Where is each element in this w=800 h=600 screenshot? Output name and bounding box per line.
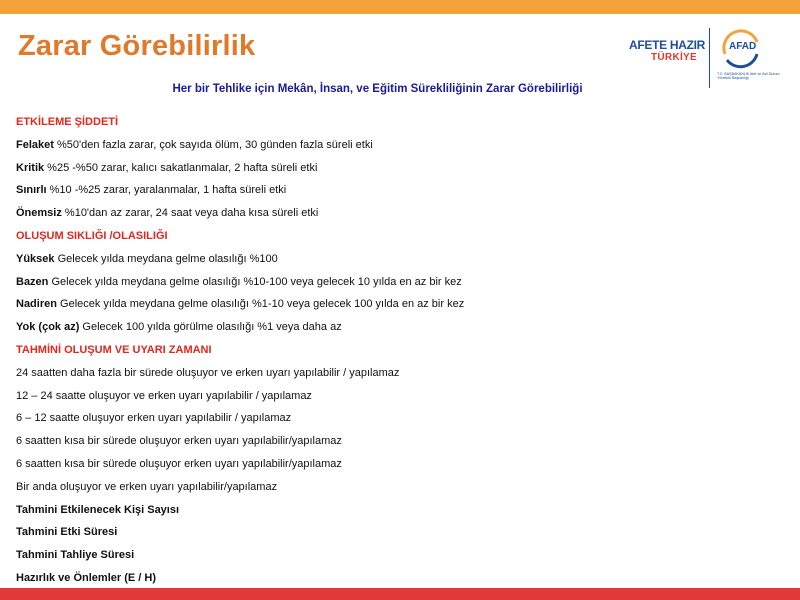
list-item: Bir anda oluşuyor ve erken uyarı yapılabilir/yapılamaz — [16, 480, 278, 493]
list-item: 6 – 12 saatte oluşuyor erken uyarı yapılabilir / yapılamaz — [16, 412, 292, 425]
list-item — [16, 294, 776, 317]
list-item — [16, 135, 776, 158]
item-label: Yok (çok az) — [16, 321, 80, 334]
top-accent-bar — [0, 0, 800, 14]
item-label: Felaket — [16, 138, 54, 151]
item-text: %10'dan az zarar, 24 saat veya daha kısa süreli etki — [61, 207, 319, 220]
list-item — [16, 180, 776, 203]
list-item — [16, 158, 776, 181]
section-heading-uyari: TAHMİNİ OLUŞUM VE UYARI ZAMANI — [16, 343, 212, 356]
logo-group — [625, 24, 785, 92]
section-heading-etkileme: ETKİLEME ŞİDDETİ — [16, 116, 119, 128]
item-label: Kritik — [16, 161, 45, 174]
item-text: Gelecek 100 yılda görülme olasılığı %1 veya daha az — [79, 321, 342, 334]
content-list — [16, 112, 776, 591]
afete-hazir-logo-text: AFETE HAZIR — [629, 38, 706, 52]
list-item: 6 saatten kısa bir sürede oluşuyor erken uyarı yapılabilir/yapılamaz — [16, 457, 342, 470]
afad-logo-text: AFAD — [729, 41, 757, 52]
turkiye-logo-text: TÜRKİYE — [651, 52, 697, 63]
afad-institution-text: T.C. BAŞBAKANLIK Afet ve Acil Durum Yönetimi Başkanlığı — [717, 72, 780, 81]
item-text: %25 -%50 zarar, kalıcı sakatlanmalar, 2 hafta süreli etki — [44, 161, 318, 174]
list-item — [16, 249, 776, 272]
footer-item-etkilenecek-kisi: Tahmini Etkilenecek Kişi Sayısı — [16, 503, 180, 516]
list-item — [16, 203, 776, 226]
item-label: Yüksek — [16, 252, 55, 265]
item-text: Gelecek yılda meydana gelme olasılığı %10-100 veya gelecek 10 yılda en az bir kez — [48, 275, 462, 288]
item-label: Önemsiz — [16, 207, 62, 220]
list-item: 6 saatten kısa bir sürede oluşuyor erken uyarı yapılabilir/yapılamaz — [16, 435, 342, 448]
list-item: 12 – 24 saatte oluşuyor ve erken uyarı yapılabilir / yapılamaz — [16, 389, 312, 402]
page-subtitle: Her bir Tehlike için Mekân, İnsan, ve Eğitim Sürekliliğinin Zarar Görebilirliği — [172, 83, 583, 95]
item-text: %50'den fazla zarar, çok sayıda ölüm, 30 günden fazla süreli etki — [53, 138, 373, 151]
footer-item-tahliye-suresi: Tahmini Tahliye Süresi — [16, 549, 135, 562]
section-heading-olusum: OLUŞUM SIKLIĞI /OLASILIĞI — [16, 229, 168, 242]
list-item: 24 saatten daha fazla bir sürede oluşuyor ve erken uyarı yapılabilir / yapılamaz — [16, 366, 400, 379]
list-item — [16, 317, 776, 340]
logo-divider — [709, 28, 710, 88]
item-text: Gelecek yılda meydana gelme olasılığı %100 — [54, 252, 278, 265]
page-title: Zarar Görebilirlik — [18, 30, 256, 62]
item-text: Gelecek yılda meydana gelme olasılığı %1-10 veya gelecek 100 yılda en az bir kez — [56, 298, 465, 311]
item-text: %10 -%25 zarar, yaralanmalar, 1 hafta süreli etki — [46, 184, 287, 197]
list-item — [16, 272, 776, 295]
item-label: Bazen — [16, 275, 49, 288]
footer-item-etki-suresi: Tahmini Etki Süresi — [16, 526, 118, 539]
bottom-accent-bar — [0, 588, 800, 600]
item-label: Sınırlı — [16, 184, 47, 197]
item-label: Nadiren — [16, 298, 57, 311]
footer-item-hazirlik-onlemler: Hazırlık ve Önlemler (E / H) — [16, 571, 156, 584]
